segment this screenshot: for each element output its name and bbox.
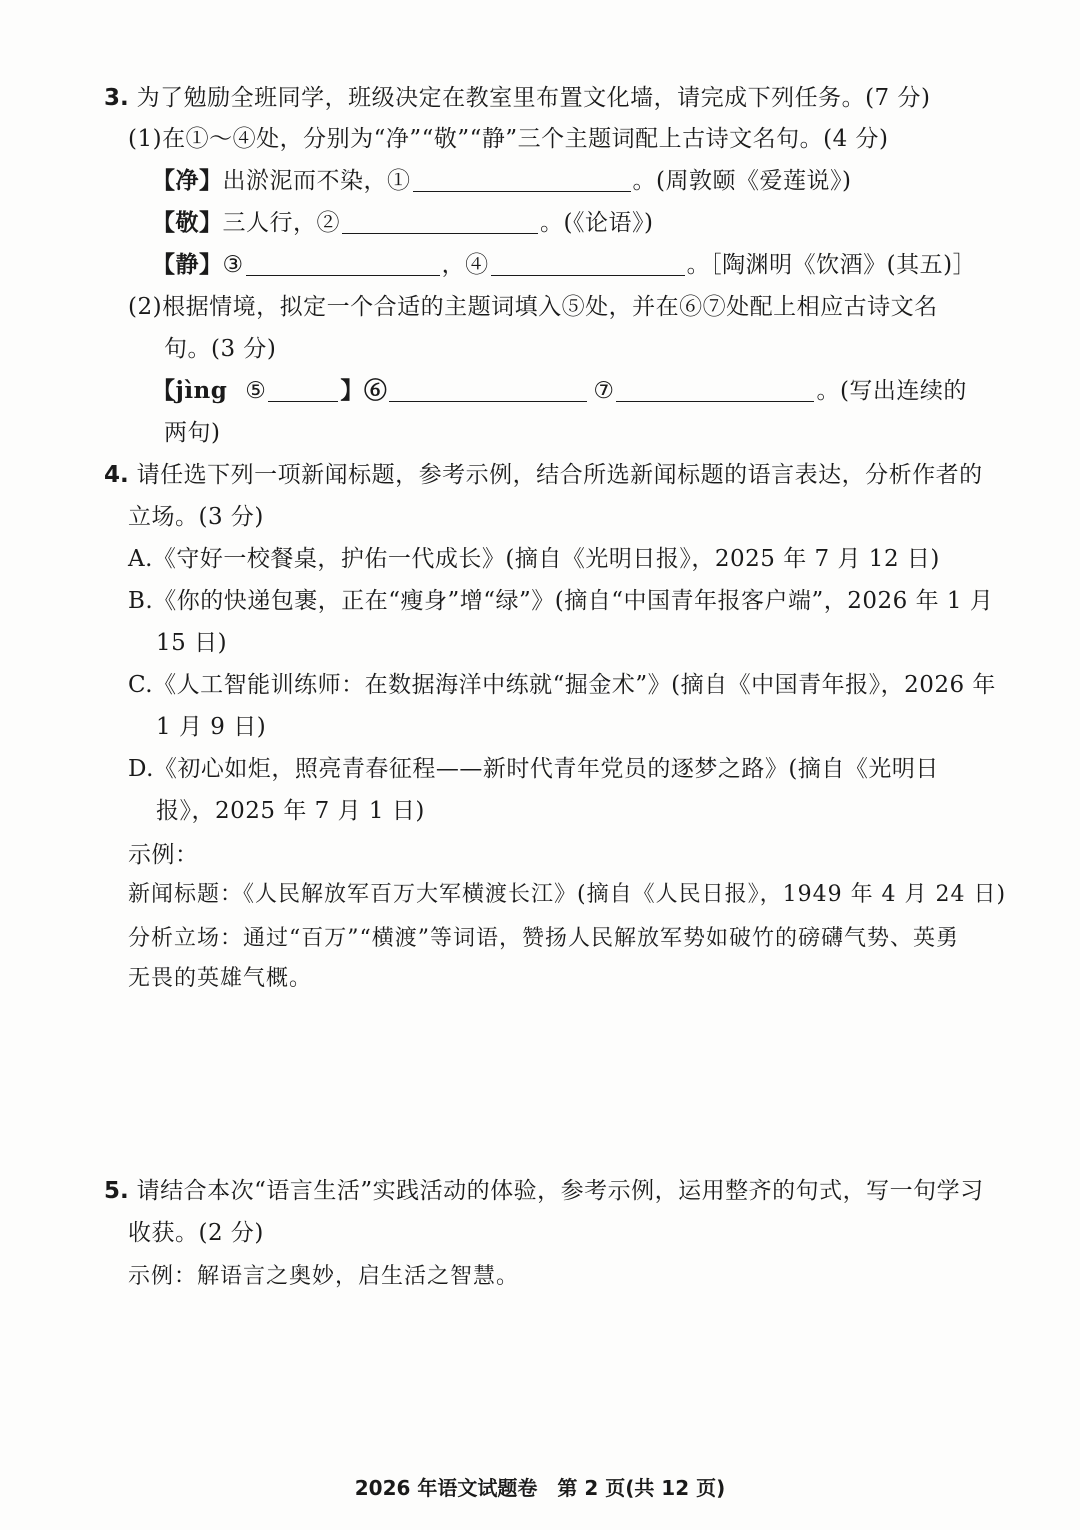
q3-part2-line2: 句。(3 分)	[164, 336, 277, 362]
q5-stem-line1	[104, 1176, 984, 1206]
q3-jing3-mid: ，④	[441, 252, 489, 278]
q4-option-c-line2: 1 月 9 日)	[156, 714, 267, 740]
q3-jing4-open: 【jìng	[152, 377, 228, 404]
q4-stem-line2: 立场。(3 分)	[128, 504, 264, 530]
q3-number: 3.	[104, 85, 129, 111]
q3-jing4-close: 】⑥	[340, 377, 388, 404]
q3-jing4-seven: ⑦	[593, 378, 615, 404]
q4-example-analysis-line2: 无畏的英雄气概。	[128, 966, 313, 991]
q4-option-c-line1: C.《人工智能训练师：在数据海洋中练就“掘金术”》(摘自《中国青年报》，2026 年	[128, 672, 996, 698]
q5-number: 5.	[104, 1178, 129, 1204]
q4-stem: 请任选下列一项新闻标题，参考示例，结合所选新闻标题的语言表达，分析作者的	[136, 462, 983, 488]
q3-jing4-five: ⑤	[245, 378, 267, 404]
q3-jing2-line	[152, 208, 653, 238]
q3-jing3-text: ③	[222, 252, 244, 278]
page-footer: 2026 年语文试题卷 第 2 页(共 12 页)	[354, 1476, 726, 1500]
q4-option-a: A.《守好一校餐桌，护佑一代成长》(摘自《光明日报》，2025 年 7 月 12 日)	[128, 546, 940, 572]
q4-stem-line1	[104, 460, 983, 490]
q4-option-b-line1: B.《你的快递包裹，正在“瘦身”增“绿”》(摘自“中国青年报客户端”，2026 年 1 月	[128, 588, 994, 614]
q3-part1: (1)在①～④处，分别为“净”“敬”“静”三个主题词配上古诗文名句。(4 分)	[128, 126, 889, 152]
answer-blank-2[interactable]	[342, 209, 538, 234]
q5-example: 示例：解语言之奥妙，启生活之智慧。	[128, 1264, 520, 1289]
answer-blank-1[interactable]	[413, 167, 631, 192]
q4-number: 4.	[104, 462, 129, 488]
answer-blank-5[interactable]	[268, 377, 338, 402]
q3-jing4-line	[152, 376, 967, 406]
q4-option-d-line2: 报》，2025 年 7 月 1 日)	[156, 798, 425, 824]
q3-jing1-tag: 【净】	[152, 167, 223, 194]
q3-jing3-tag: 【静】	[152, 251, 223, 278]
q5-stem-line2: 收获。(2 分)	[128, 1220, 264, 1246]
q4-example-label: 示例：	[128, 842, 199, 868]
q3-jing2-tag: 【敬】	[152, 209, 223, 236]
q3-jing2-text: 三人行，②	[222, 210, 340, 236]
q3-stem-line	[104, 83, 930, 113]
answer-blank-3[interactable]	[246, 251, 440, 276]
q3-jing1-tail: 。(周敦颐《爱莲说》)	[632, 168, 852, 194]
q4-option-d-line1: D.《初心如炬，照亮青春征程——新时代青年党员的逐梦之路》(摘自《光明日	[128, 756, 939, 782]
answer-blank-6[interactable]	[389, 377, 587, 402]
q3-jing3-tail: 。［陶渊明《饮酒》(其五)］	[686, 252, 977, 278]
answer-blank-7[interactable]	[616, 377, 814, 402]
answer-blank-4[interactable]	[491, 251, 685, 276]
q3-jing4-line2: 两句)	[164, 420, 221, 446]
q3-stem: 为了勉励全班同学，班级决定在教室里布置文化墙，请完成下列任务。(7 分)	[136, 85, 931, 111]
q3-jing4-tail: 。(写出连续的	[816, 378, 967, 404]
q3-jing2-tail: 。(《论语》)	[540, 210, 654, 236]
q4-example-title: 新闻标题：《人民解放军百万大军横渡长江》(摘自《人民日报》，1949 年 4 月 24 日)	[128, 882, 1007, 907]
q5-stem: 请结合本次“语言生活”实践活动的体验，参考示例，运用整齐的句式，写一句学习	[136, 1178, 984, 1204]
q3-jing1-line	[152, 166, 851, 196]
q4-example-analysis-line1: 分析立场：通过“百万”“横渡”等词语，赞扬人民解放军势如破竹的磅礴气势、英勇	[128, 926, 959, 951]
q3-part2-line1: (2)根据情境，拟定一个合适的主题词填入⑤处，并在⑥⑦处配上相应古诗文名	[128, 294, 938, 320]
q3-jing3-line	[152, 250, 976, 280]
q4-option-b-line2: 15 日)	[156, 630, 228, 656]
q3-jing1-text: 出淤泥而不染，①	[222, 168, 411, 194]
